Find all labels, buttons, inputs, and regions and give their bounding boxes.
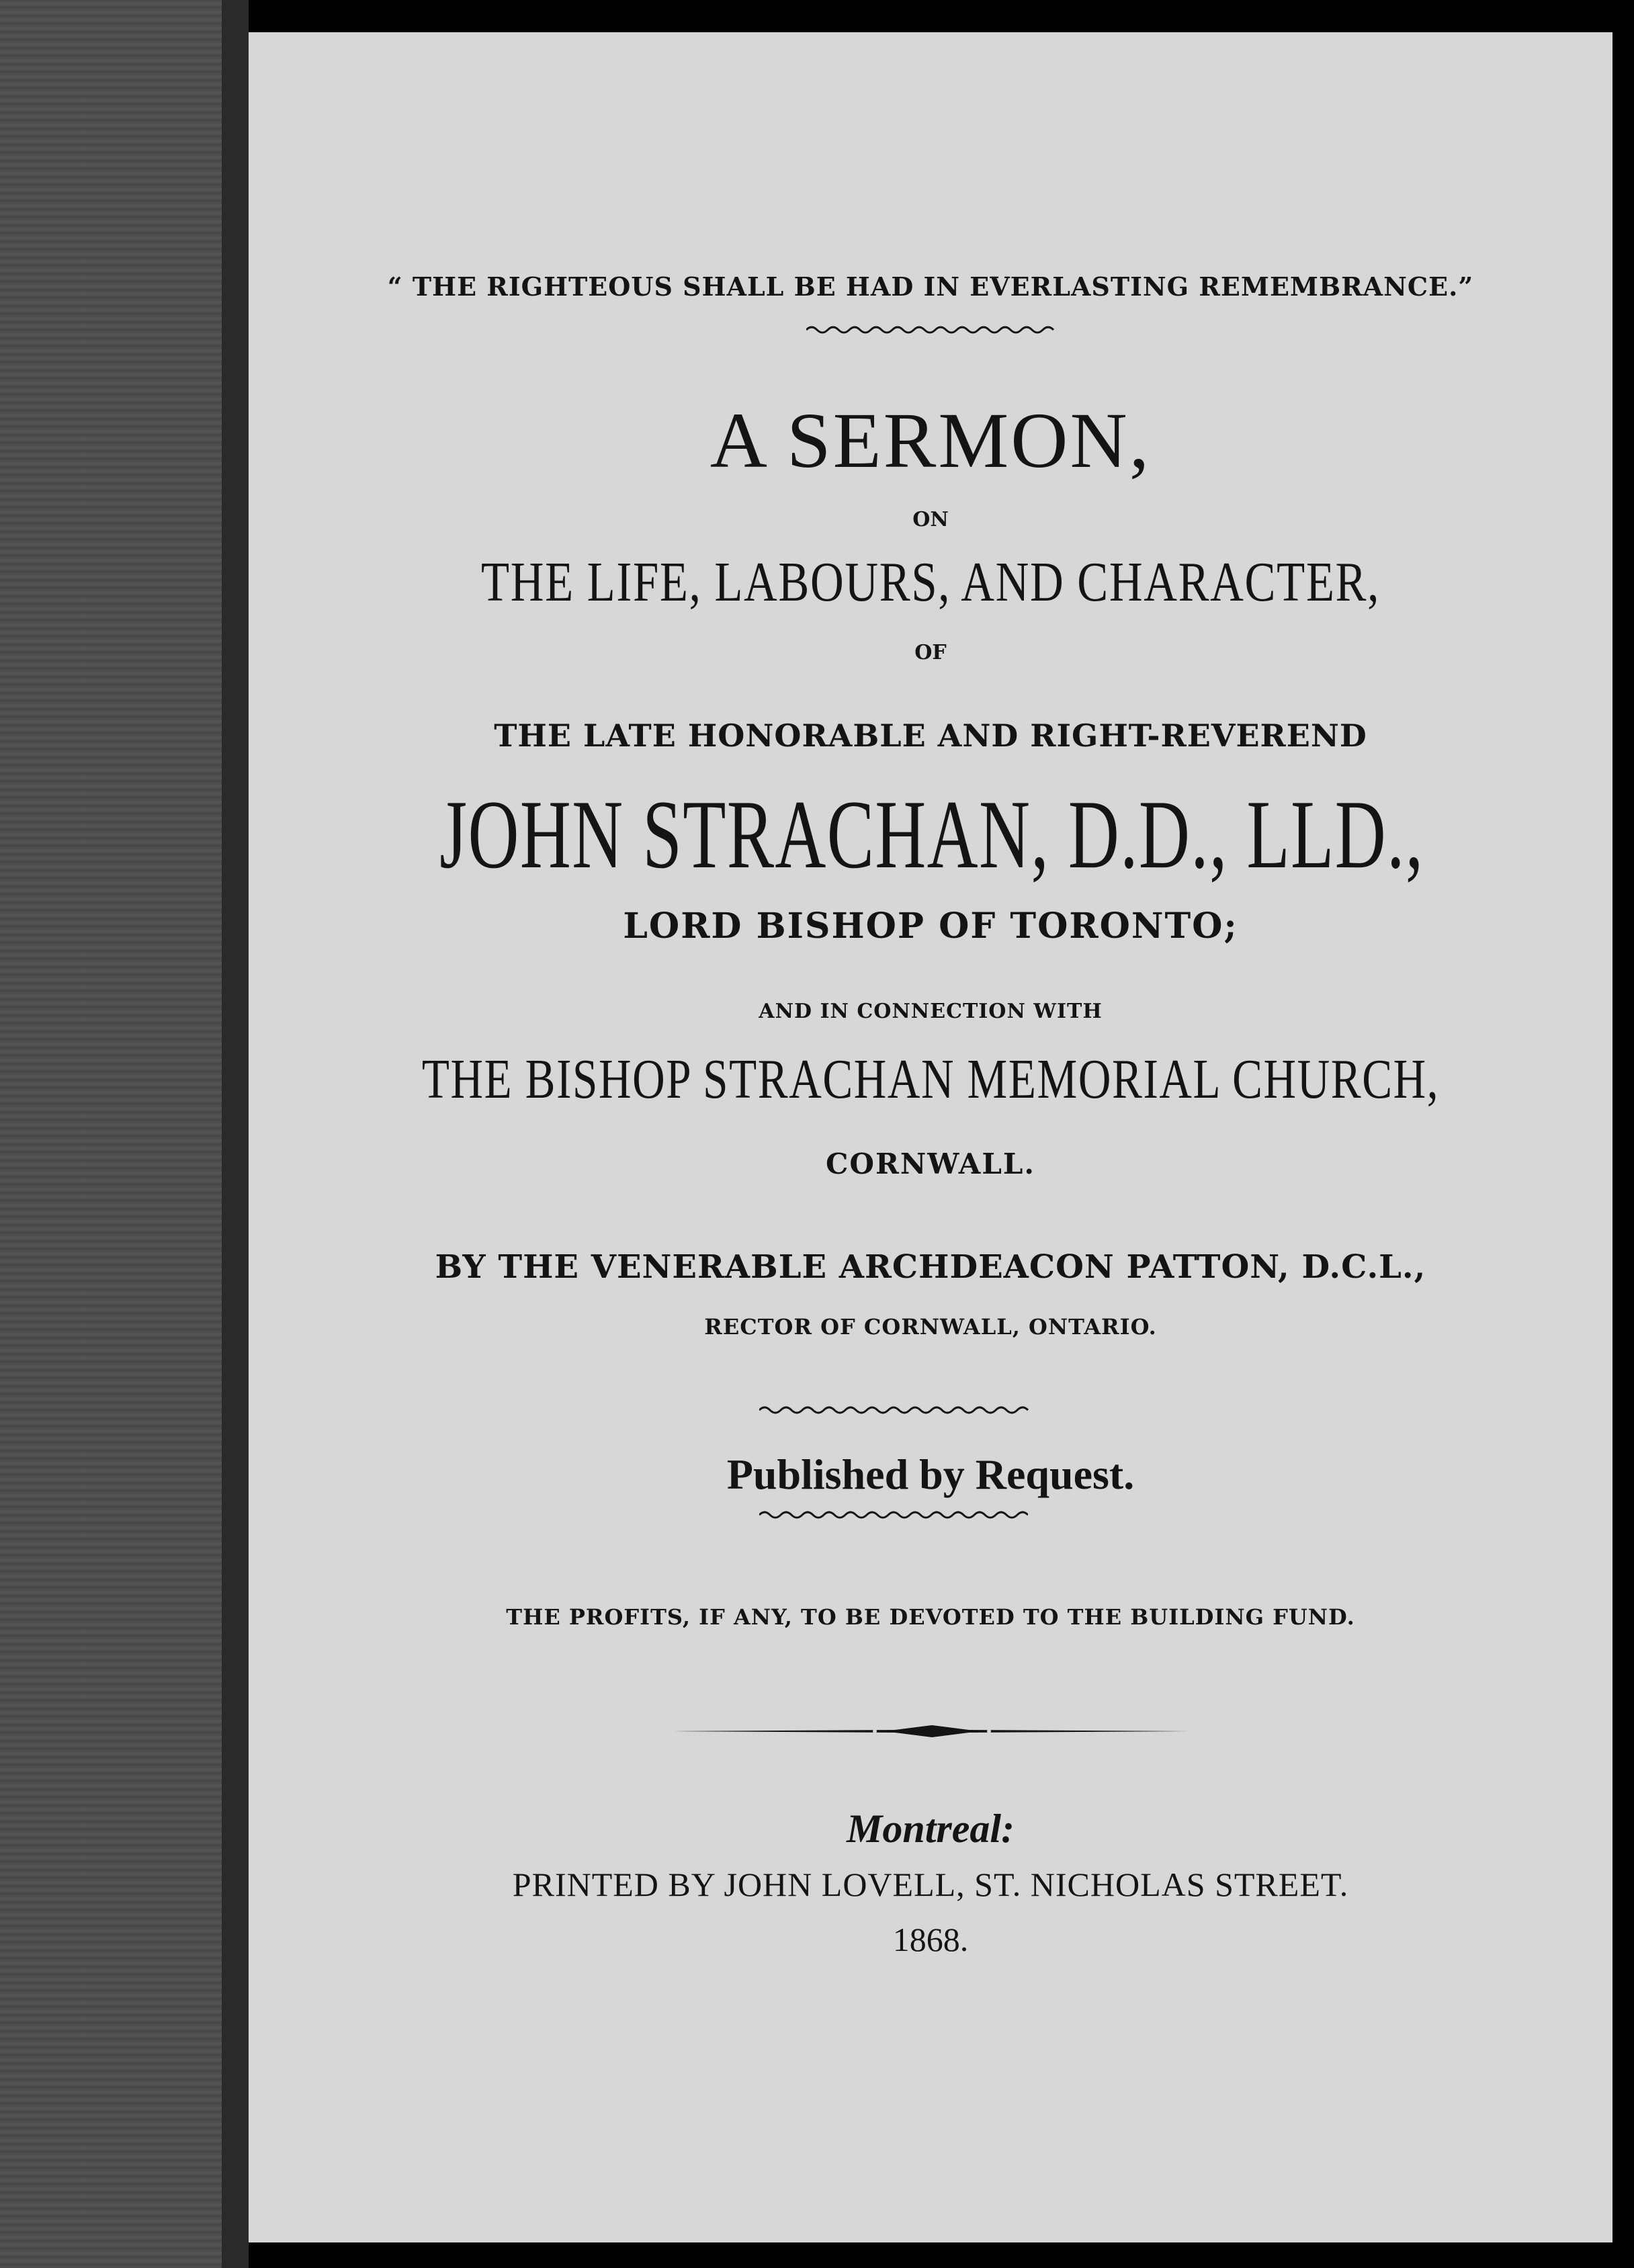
ornamental-rule: [673, 1722, 1191, 1740]
title-page: [249, 32, 1612, 2242]
imprint-city: Montreal:: [846, 1806, 1015, 1851]
author-title: RECTOR OF CORNWALL, ONTARIO.: [704, 1314, 1157, 1340]
sermon-subject: THE LIFE, LABOURS, AND CHARACTER,: [480, 551, 1381, 613]
office-line: LORD BISHOP OF TORONTO;: [623, 906, 1238, 947]
book-spine: [0, 0, 222, 2268]
sermon-title: A SERMON,: [710, 396, 1152, 484]
wavy-divider-top: [806, 322, 1055, 337]
spine-edge: [222, 0, 249, 2268]
wavy-divider-lower: [759, 1508, 1028, 1522]
place-name: CORNWALL.: [825, 1147, 1036, 1180]
profits-note: THE PROFITS, IF ANY, TO BE DEVOTED TO THE BUILDING FUND.: [506, 1604, 1355, 1630]
honorific-line: THE LATE HONORABLE AND RIGHT-REVEREND: [494, 717, 1367, 754]
wavy-divider-upper: [759, 1403, 1035, 1418]
author-line: BY THE VENERABLE ARCHDEACON PATTON, D.C.L.,: [435, 1248, 1426, 1286]
connection-line: AND IN CONNECTION WITH: [759, 1000, 1103, 1023]
subject-name: JOHN STRACHAN, D.D., LLD.,: [439, 780, 1424, 889]
epigraph: “ THE RIGHTEOUS SHALL BE HAD IN EVERLASTING REMEMBRANCE.”: [387, 271, 1474, 302]
imprint-year: 1868.: [892, 1921, 969, 1958]
of-label: OF: [914, 641, 947, 664]
church-name: THE BISHOP STRACHAN MEMORIAL CHURCH,: [421, 1048, 1440, 1110]
published-note: Published by Request.: [726, 1450, 1135, 1498]
imprint-printer: PRINTED BY JOHN LOVELL, ST. NICHOLAS STREET.: [512, 1866, 1349, 1903]
on-label: ON: [912, 508, 949, 531]
